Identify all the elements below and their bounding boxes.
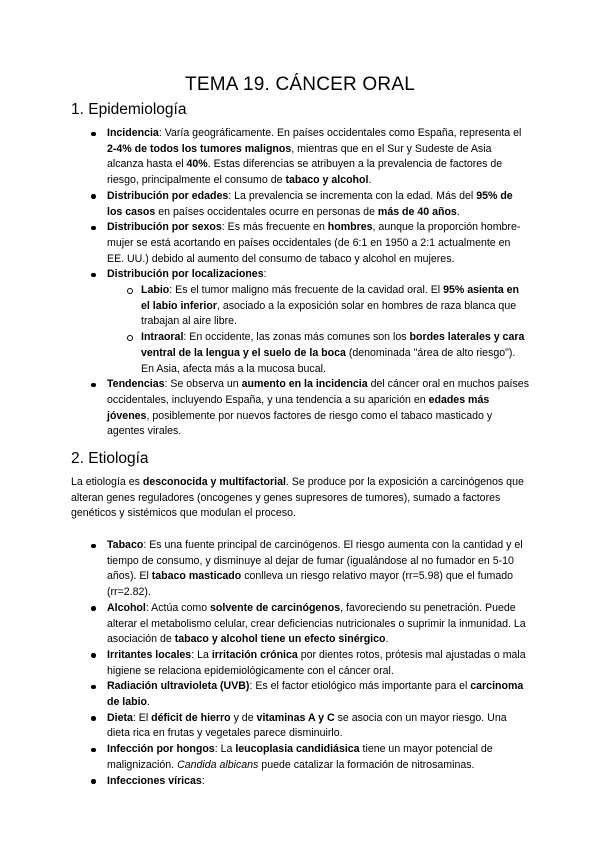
- term-radiacion: Radiación ultravioleta (UVB): [107, 680, 250, 693]
- term-hongos: Infección por hongos: [107, 743, 215, 756]
- list-item-viricas: Infecciones víricas:: [89, 774, 529, 790]
- term-edades: Distribución por edades: [107, 189, 229, 202]
- sublist-item-intraoral: Intraoral: En occidente, las zonas más comunes son los bordes laterales y cara ventral de la lengua y el suelo de la boca (denominada "área de alto riesgo"). En Asia, afecta más a la mucosa bucal.: [125, 330, 529, 377]
- term-labio: Labio: [141, 284, 170, 297]
- list-item-sexos: Distribución por sexos: Es más frecuente en hombres, aunque la proporción hombre-mujer se está acortando en países occidentales (de 6:1 en 1950 a 2:1 actualmente en EE. UU.) debido al aumento del consumo de tabaco y alcohol en mujeres.: [89, 220, 529, 267]
- list-item-edades: Distribución por edades: La prevalencia se incrementa con la edad. Más del 95% de los casos en países occidentales ocurre en personas de más de 40 años.: [89, 189, 529, 220]
- term-viricas: Infecciones víricas: [107, 774, 202, 787]
- term-incidencia: Incidencia: [107, 127, 159, 139]
- list-item-radiacion: Radiación ultravioleta (UVB): Es el factor etiológico más importante para el carcinoma de labio.: [89, 679, 529, 710]
- list-item-localizaciones: Distribución por localizaciones: Labio: Es el tumor maligno más frecuente de la cavidad oral. El 95% asienta en el labio inferior, asociado a la exposición solar en hombres de raza blanca que trabajan al aire libre. Intraoral: En occidente, las zonas más comunes son los bordes laterales y cara ventral de la lengua y el suelo de la boca (denominada "área de alto riesgo"). En Asia, afecta más a la mucosa bucal.: [89, 267, 529, 377]
- list-item-tendencias: Tendencias: Se observa un aumento en la incidencia del cáncer oral en muchos países occidentales, incluyendo España, y una tendencia a su aparición en edades más jóvenes, posiblemente por nuevos factores de riesgo como el tabaco masticado y agentes virales.: [89, 377, 529, 440]
- term-alcohol: Alcohol: [107, 601, 146, 614]
- term-tabaco: Tabaco: [107, 539, 144, 551]
- list-item-alcohol: Alcohol: Actúa como solvente de carcinógenos, favoreciendo su penetración. Puede alterar el metabolismo celular, crear deficiencias nutricionales o suprimir la inmunidad. La asociación de tabaco y alcohol tiene un efecto sinérgico.: [89, 601, 529, 648]
- list-item-hongos: Infección por hongos: La leucoplasia candidiásica tiene un mayor potencial de malignización. Candida albicans puede catalizar la formación de nitrosaminas.: [89, 742, 529, 773]
- term-irritantes: Irritantes locales: [107, 648, 192, 661]
- term-sexos: Distribución por sexos: [107, 221, 222, 234]
- epidemiologia-list: [89, 126, 529, 440]
- etiologia-list: [89, 538, 529, 789]
- sublist-item-labio: Labio: Es el tumor maligno más frecuente de la cavidad oral. El 95% asienta en el labio inferior, asociado a la exposición solar en hombres de raza blanca que trabajan al aire libre.: [125, 283, 529, 330]
- section-heading-etiologia: 2. Etiología: [71, 450, 149, 467]
- list-item-incidencia: Incidencia: Varía geográficamente. En países occidentales como España, representa el 2-4% de todos los tumores malignos, mientras que en el Sur y Sudeste de Asia alcanza hasta el 40%. Estas diferencias se atribuyen a la prevalencia de factores de riesgo, principalmente el consumo de tabaco y alcohol.: [89, 126, 529, 189]
- localizaciones-sublist: [107, 283, 529, 377]
- etiologia-intro: La etiología es desconocida y multifactorial. Se produce por la exposición a carcinógenos que alteran genes reguladores (oncogenes y genes supresores de tumores), sumado a factores genéticos y sistémicos que modulan el proceso.: [71, 476, 524, 520]
- list-item-tabaco: Tabaco: Es una fuente principal de carcinógenos. El riesgo aumenta con la cantidad y el tiempo de consumo, y disminuye al dejar de fumar (igualándose al no fumador en 5-10 años). El tabaco masticado conlleva un riesgo relativo mayor (rr=5.98) que el fumado (rr=2.82).: [89, 538, 529, 601]
- term-intraoral: Intraoral: [141, 331, 184, 344]
- term-tendencias: Tendencias: [107, 378, 165, 391]
- term-localizaciones: Distribución por localizaciones: [107, 268, 264, 281]
- section-heading-epidemiologia: 1. Epidemiología: [71, 101, 187, 118]
- term-dieta: Dieta: [107, 711, 133, 724]
- document-title: TEMA 19. CÁNCER ORAL: [185, 74, 415, 95]
- list-item-irritantes: Irritantes locales: La irritación crónica por dientes rotos, prótesis mal ajustadas o mala higiene se relaciona epidemiológicamente con el cáncer oral.: [89, 648, 529, 679]
- list-item-dieta: Dieta: El déficit de hierro y de vitaminas A y C se asocia con un mayor riesgo. Una dieta rica en frutas y vegetales parece disminuirlo.: [89, 711, 529, 742]
